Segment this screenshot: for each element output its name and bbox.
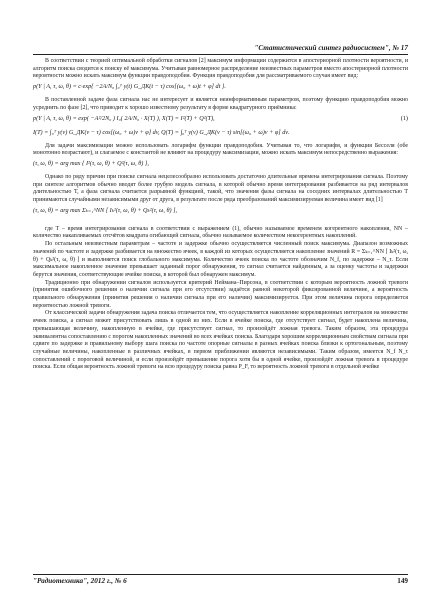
page-footer <box>33 574 408 585</box>
paragraph: В поставленной задаче фаза сигнала нас не интересует и является неинформативным параметром, поэтому функцию правдоподобия можно усреднить по фазе [2], что приводит к хорошо известному результату в форме квадратурного приёмника: <box>33 97 408 111</box>
article-body <box>33 58 408 372</box>
paragraph: По остальным неизвестным параметрам – частоте и задержке обычно осуществляется численный поиск максимума. Диапазон возможных значений по частоте и задержке разбивается на множество ячеек, в каждой из которых осуществляется накопление значений R = Σₖ₌₁^NN [ Iₖ²(τ, ω, θ) + Qₖ²(τ, ω, θ) ] и выполняется поиск глобального максимума. Количество ячеек поиска по частоте обозначим N_f, по задержке – N_τ. Если максимальное накопленное значение превышает заданный порог обнаружения, то сигнал считается найденным, а за оценку частоты и задержки берутся значения, соответствующие ячейке поиска, в которой был обнаружен максимум. <box>33 241 408 278</box>
formula-quadrature <box>33 115 408 127</box>
running-header: "Статистический синтез радиосистем", № 17 <box>33 44 408 55</box>
formula-argmax-sum: (τ, ω, θ) = arg max Σₖ₌₁^NN [ Iₖ²(τ, ω, θ) + Qₖ²(τ, ω, θ) ], <box>33 206 178 214</box>
formula-iq: I(T) = ∫₀ᵀ y(v) G_ДК(v − τ) cos[(ω₀ + ω)v + φ] dv, Q(T) = ∫₀ᵀ y(v) G_ДК(v − τ) sin[(ω₀ + ω)v + φ] dv. <box>33 128 290 136</box>
formula-quadrature-line1: p(Y | A, τ, ω, θ) = exp( −A²/2N₀ ) I₀( 2A/N₀ · X(T) ), X(T) = I²(T) + Q²(T), <box>33 114 215 122</box>
footer-journal: "Радиотехника", 2012 г., № 6 <box>33 577 127 585</box>
paragraph: где T – время интегрирования сигнала в соответствии с выражением (1), обычно называемое временем когерентного накопления, NN – количество накапливаемых отсчётов квадрата огибающей сигнала, обычно называемое количеством некогерентных накоплений. <box>33 225 408 240</box>
paragraph: От классической задачи обнаружения задача поиска отличается тем, что осуществляется накопление корреляционных интегралов на множестве ячеек поиска, а сигнал может присутствовать лишь в одной из них. Если в ячейке поиска, где отсутствует сигнал, будет накоплена величина, превышающая величину, накопленную в ячейке, где присутствует сигнал, то произойдёт ложная тревога. Таким образом, эта процедура эквивалентна сопоставлению с порогом накопленных значений во всех ячейках поиска. Благодаря хорошим корреляционным свойствам сигнала при сдвиге по задержке и правильному выбору шага поиска по частоте опорные сигналы в разных ячейках поиска близки к ортогональным, поэтому случайные величины, накопленные в различных ячейках, в первом приближении являются независимыми. Таким образом, имеется N_f N_τ сопоставлений с пороговой величиной, и если произойдёт превышение порога хотя бы в одной ячейке, произойдёт ложная тревога в процедуре поиска. Если общая вероятность ложной тревоги на всю процедуру поиска равна P_F, то вероятность ложной тревоги в отдельной ячейке <box>33 310 408 371</box>
formula-likelihood: p(Y | A, τ, ω, θ) = c·exp{ −2A/N₀ ∫₀ᵀ y(t) G_ДК(t − τ) cos[(ω₀ + ω)t + φ] dt }. <box>33 83 226 91</box>
paragraph: В соответствии с теорией оптимальной обработки сигналов [2] максимум информации содержится в апостериорной плотности вероятности, и алгоритм поиска сводится к поиску её максимума. Учитывая равномерное распределение неизвестных параметров вместо апостериорной плотности вероятности можно искать максимум функции правдоподобия. Функция правдоподобия для рассматриваемого случая имеет вид: <box>33 58 408 80</box>
paragraph: Однако по ряду причин при поиске сигнала нецелесообразно использовать достаточно длительные времена интегрирования сигнала. Поэтому при синтезе алгоритмов обычно вводят более грубую модель сигнала, в которой обычно время интегрирования разбивается на ряд интервалов длительностью T, а фаза сигнала считается разрывной функцией, такой, что значения фазы сигнала на соседних интервалах длительностью T принимаются случайными независимыми друг от друга, в результате после ряда преобразований максимизируемая величина имеет вид [1] <box>33 173 408 204</box>
paragraph: Для задачи максимизации можно использовать логарифм функции правдоподобия. Учитывая то, что логарифм, и функция Бесселя (обе монотонно возрастают), и слагаемое с константой не влияют на процедуру максимизации, можно искать максимум непосредственно выражения: <box>33 142 408 157</box>
page-number: 149 <box>397 577 408 585</box>
equation-number: (1) <box>400 114 408 122</box>
paragraph: Традиционно при обнаружении сигналов используется критерий Неймана–Пирсона, в соответствии с которым вероятность ложной тревоги (принятия ошибочного решения о наличии сигнала при его отсутствии) задаётся равной некоторой фиксированной величине, а вероятность правильного обнаружения (принятия решения о наличии сигнала при его наличии) максимизируется. При этом величина порога определяется вероятностью ложной тревоги. <box>33 279 408 309</box>
formula-argmax: (τ, ω, θ) = arg max { I²(τ, ω, θ) + Q²(τ, ω, θ) }, <box>33 159 149 167</box>
